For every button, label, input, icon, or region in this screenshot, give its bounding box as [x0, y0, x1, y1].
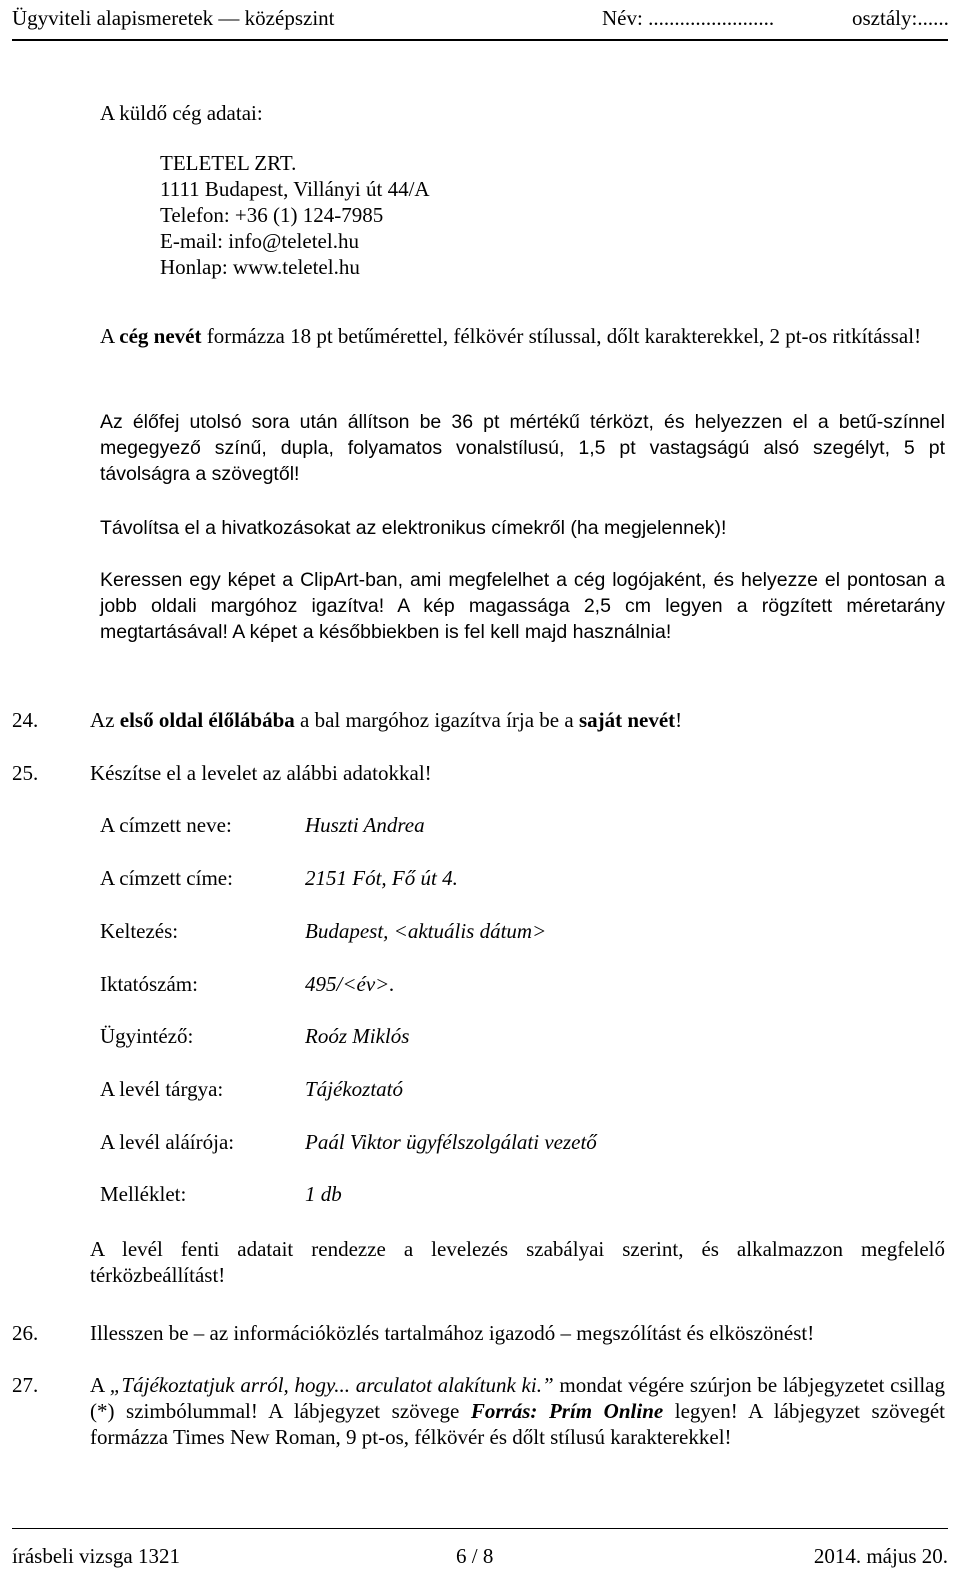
field-label: A levél aláírója:	[100, 1130, 235, 1154]
field-label: Melléklet:	[100, 1182, 187, 1206]
instruction-header-border: Az élőfej utolsó sora után állítson be 36 pt mértékű térközt, és helyezzen el a betű-színnel megegyező színű, dupla, folyamatos vonalstílusú, 1,5 pt vastagságú alsó szegélyt, 5 pt távolságra a szövegtől!	[100, 411, 945, 485]
footer-rule	[12, 1528, 948, 1529]
sender-details	[160, 150, 430, 280]
item-24-number: 24.	[12, 708, 39, 732]
footer-exam-id: írásbeli vizsga 1321	[12, 1544, 180, 1568]
field-value: Huszti Andrea	[305, 813, 425, 837]
page-header	[12, 2, 948, 40]
field-label: Iktatószám:	[100, 972, 198, 996]
header-exam-title: Ügyviteli alapismeretek — középszint	[12, 6, 335, 30]
instruction-clipart: Keressen egy képet a ClipArt-ban, ami megfelelhet a cég logójaként, és helyezze el pontosan a jobb oldali margóhoz igazítva! A kép magassága 2,5 cm legyen a rögzített méretarány megtartásával! A képet a későbbiekben is fel kell majd használnia!	[100, 569, 945, 643]
header-class-field: osztály:......	[852, 6, 949, 30]
field-label: A címzett neve:	[100, 813, 232, 837]
item-26-text: Illesszen be – az információközlés tartalmához igazodó – megszólítást és elköszönést!	[90, 1321, 815, 1345]
sender-address: 1111 Budapest, Villányi út 44/A	[160, 177, 430, 201]
field-value: Budapest, <aktuális dátum>	[305, 919, 547, 943]
field-value: Roóz Miklós	[305, 1024, 410, 1048]
instruction-arrange-fields: A levél fenti adatait rendezze a levelezés szabályai szerint, és alkalmazzon megfelelő térközbeállítást!	[90, 1237, 945, 1287]
sender-phone: Telefon: +36 (1) 124-7985	[160, 203, 384, 227]
instruction-remove-links: Távolítsa el a hivatkozásokat az elektronikus címekről (ha megjelennek)!	[100, 517, 727, 539]
sender-company: TELETEL ZRT.	[160, 151, 297, 175]
bold-phrase: cég nevét	[119, 324, 202, 348]
sender-email: E-mail: info@teletel.hu	[160, 229, 359, 253]
field-label: A levél tárgya:	[100, 1077, 224, 1101]
footer-date: 2014. május 20.	[813, 1544, 948, 1568]
field-label: Keltezés:	[100, 919, 179, 943]
field-label: Ügyintéző:	[100, 1024, 194, 1048]
field-value: 495/<év>.	[305, 972, 395, 996]
field-value: 1 db	[305, 1182, 342, 1206]
sender-heading: A küldő cég adatai:	[100, 101, 263, 125]
footer-page-number: 6 / 8	[456, 1544, 494, 1568]
field-value: Paál Viktor ügyfélszolgálati vezető	[305, 1130, 597, 1154]
item-24-text: Az első oldal élőlábába a bal margóhoz igazítva írja be a saját nevét!	[90, 708, 683, 732]
item-27-text: A „Tájékoztatjuk arról, hogy... arculatot alakítunk ki.” mondat végére szúrjon be lábjegyzetet csillag (*) szimbólummal! A lábjegyzet szövege Forrás: Prím Online legyen! A lábjegyzet szövegét formázza Times New Roman, 9 pt-os, félkövér és dőlt stílusú karakterekkel!	[90, 1373, 946, 1449]
header-rule	[12, 39, 948, 41]
field-label: A címzett címe:	[100, 866, 233, 890]
field-value: 2151 Fót, Fő út 4.	[305, 866, 458, 890]
header-name-field: Név: ........................	[602, 6, 775, 30]
sender-web: Honlap: www.teletel.hu	[160, 255, 360, 279]
item-25-number: 25.	[12, 761, 39, 785]
item-25-text: Készítse el a levelet az alábbi adatokkal!	[90, 761, 432, 785]
field-value: Tájékoztató	[305, 1077, 403, 1101]
item-26-number: 26.	[12, 1321, 39, 1345]
instruction-company-name: A cég nevét formázza 18 pt betűmérettel, félkövér stílussal, dőlt karakterekkel, 2 pt-os ritkítással!	[100, 324, 922, 348]
item-27-number: 27.	[12, 1373, 39, 1397]
